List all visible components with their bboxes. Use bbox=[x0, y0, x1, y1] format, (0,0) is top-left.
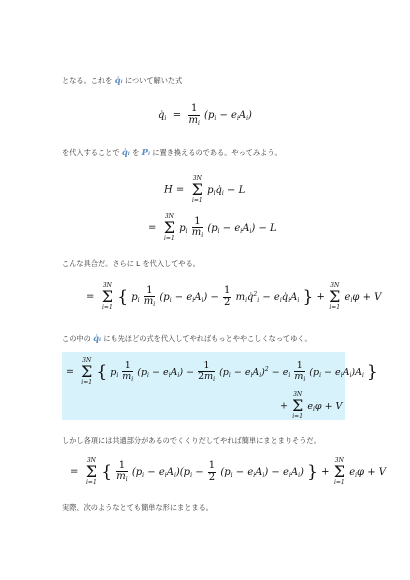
equation-substituted-l: = 3N Σ i=1 { $p_i$ $\frac{1}{m_i}$ $(p_i - e_iA_i)$ − $\frac{1}{2}$ $m_iq̇^2_i$ − $e_iq̇_iA_i$ } + 3N Σ i=1 $e_i\varphi + V$ bbox=[86, 282, 382, 311]
paragraph-text: に置き換えるのである。やってみよう。 bbox=[152, 148, 282, 157]
paragraph-6: 実際、次のようなとても簡単な形にまとまる。 bbox=[62, 503, 213, 512]
paragraph-5: しかし各項には共通部分があるのでくくりだしてやれば簡単にまとまりそうだ。 bbox=[62, 436, 321, 445]
p-symbol: Pᵢ bbox=[141, 148, 151, 158]
paragraph-text: にも先ほどの式を代入してやればもっとややこしくなってゆく。 bbox=[103, 334, 312, 343]
paragraph-2 bbox=[62, 148, 282, 158]
paragraph-3: こんな具合だ。さらに L を代入してやる。 bbox=[62, 259, 200, 268]
q-dot-symbol: q̇ᵢ bbox=[93, 334, 102, 344]
paragraph-text: について解いた式 bbox=[124, 76, 183, 85]
equation-hamiltonian-1: H = 3N Σ i=1 $p_iq̇_i - L$ bbox=[164, 175, 246, 204]
equation-expanded-line-2: + 3N Σ i=1 $e_i\varphi + V$ bbox=[280, 391, 343, 420]
paragraph-text: となる。これを bbox=[62, 76, 113, 85]
q-dot-symbol: q̇ᵢ bbox=[121, 148, 130, 158]
equation-expanded-line-1: = 3N Σ i=1 { $p_i$ $\frac{1}{m_i}$ $(p_i - e_iA_i)$ − $\frac{1}{2m_i}$ $(p_i - e_iA_i)^2 - e_i$ $\frac{1}{m_i}$ $(p_i - e_iA_i)A_i$ } bbox=[66, 357, 378, 386]
paragraph-text: を代入することで bbox=[62, 148, 120, 157]
paragraph-text: この中の bbox=[62, 334, 91, 343]
equation-velocity: $q̇_i$ = $\frac{1}{m_i}$ $(p_i - e_iA_i)$ bbox=[158, 103, 252, 127]
paragraph-text: を bbox=[132, 148, 140, 157]
paragraph-1 bbox=[62, 76, 182, 86]
equation-factored: = 3N Σ i=1 { $\frac{1}{m_i}$ $(p_i - e_iA_i)(p_i$ − $\frac{1}{2}$ $(p_i - e_iA_i) - e_iA_i$) } + 3N Σ i=1 $e_i\varphi + V$ bbox=[70, 457, 387, 486]
q-dot-symbol: q̇ᵢ bbox=[114, 76, 123, 86]
equation-hamiltonian-2: = 3N Σ i=1 $p_i$ $\frac{1}{m_i}$ $(p_i - e_iA_i) - L$ bbox=[148, 213, 277, 242]
paragraph-4 bbox=[62, 334, 312, 344]
